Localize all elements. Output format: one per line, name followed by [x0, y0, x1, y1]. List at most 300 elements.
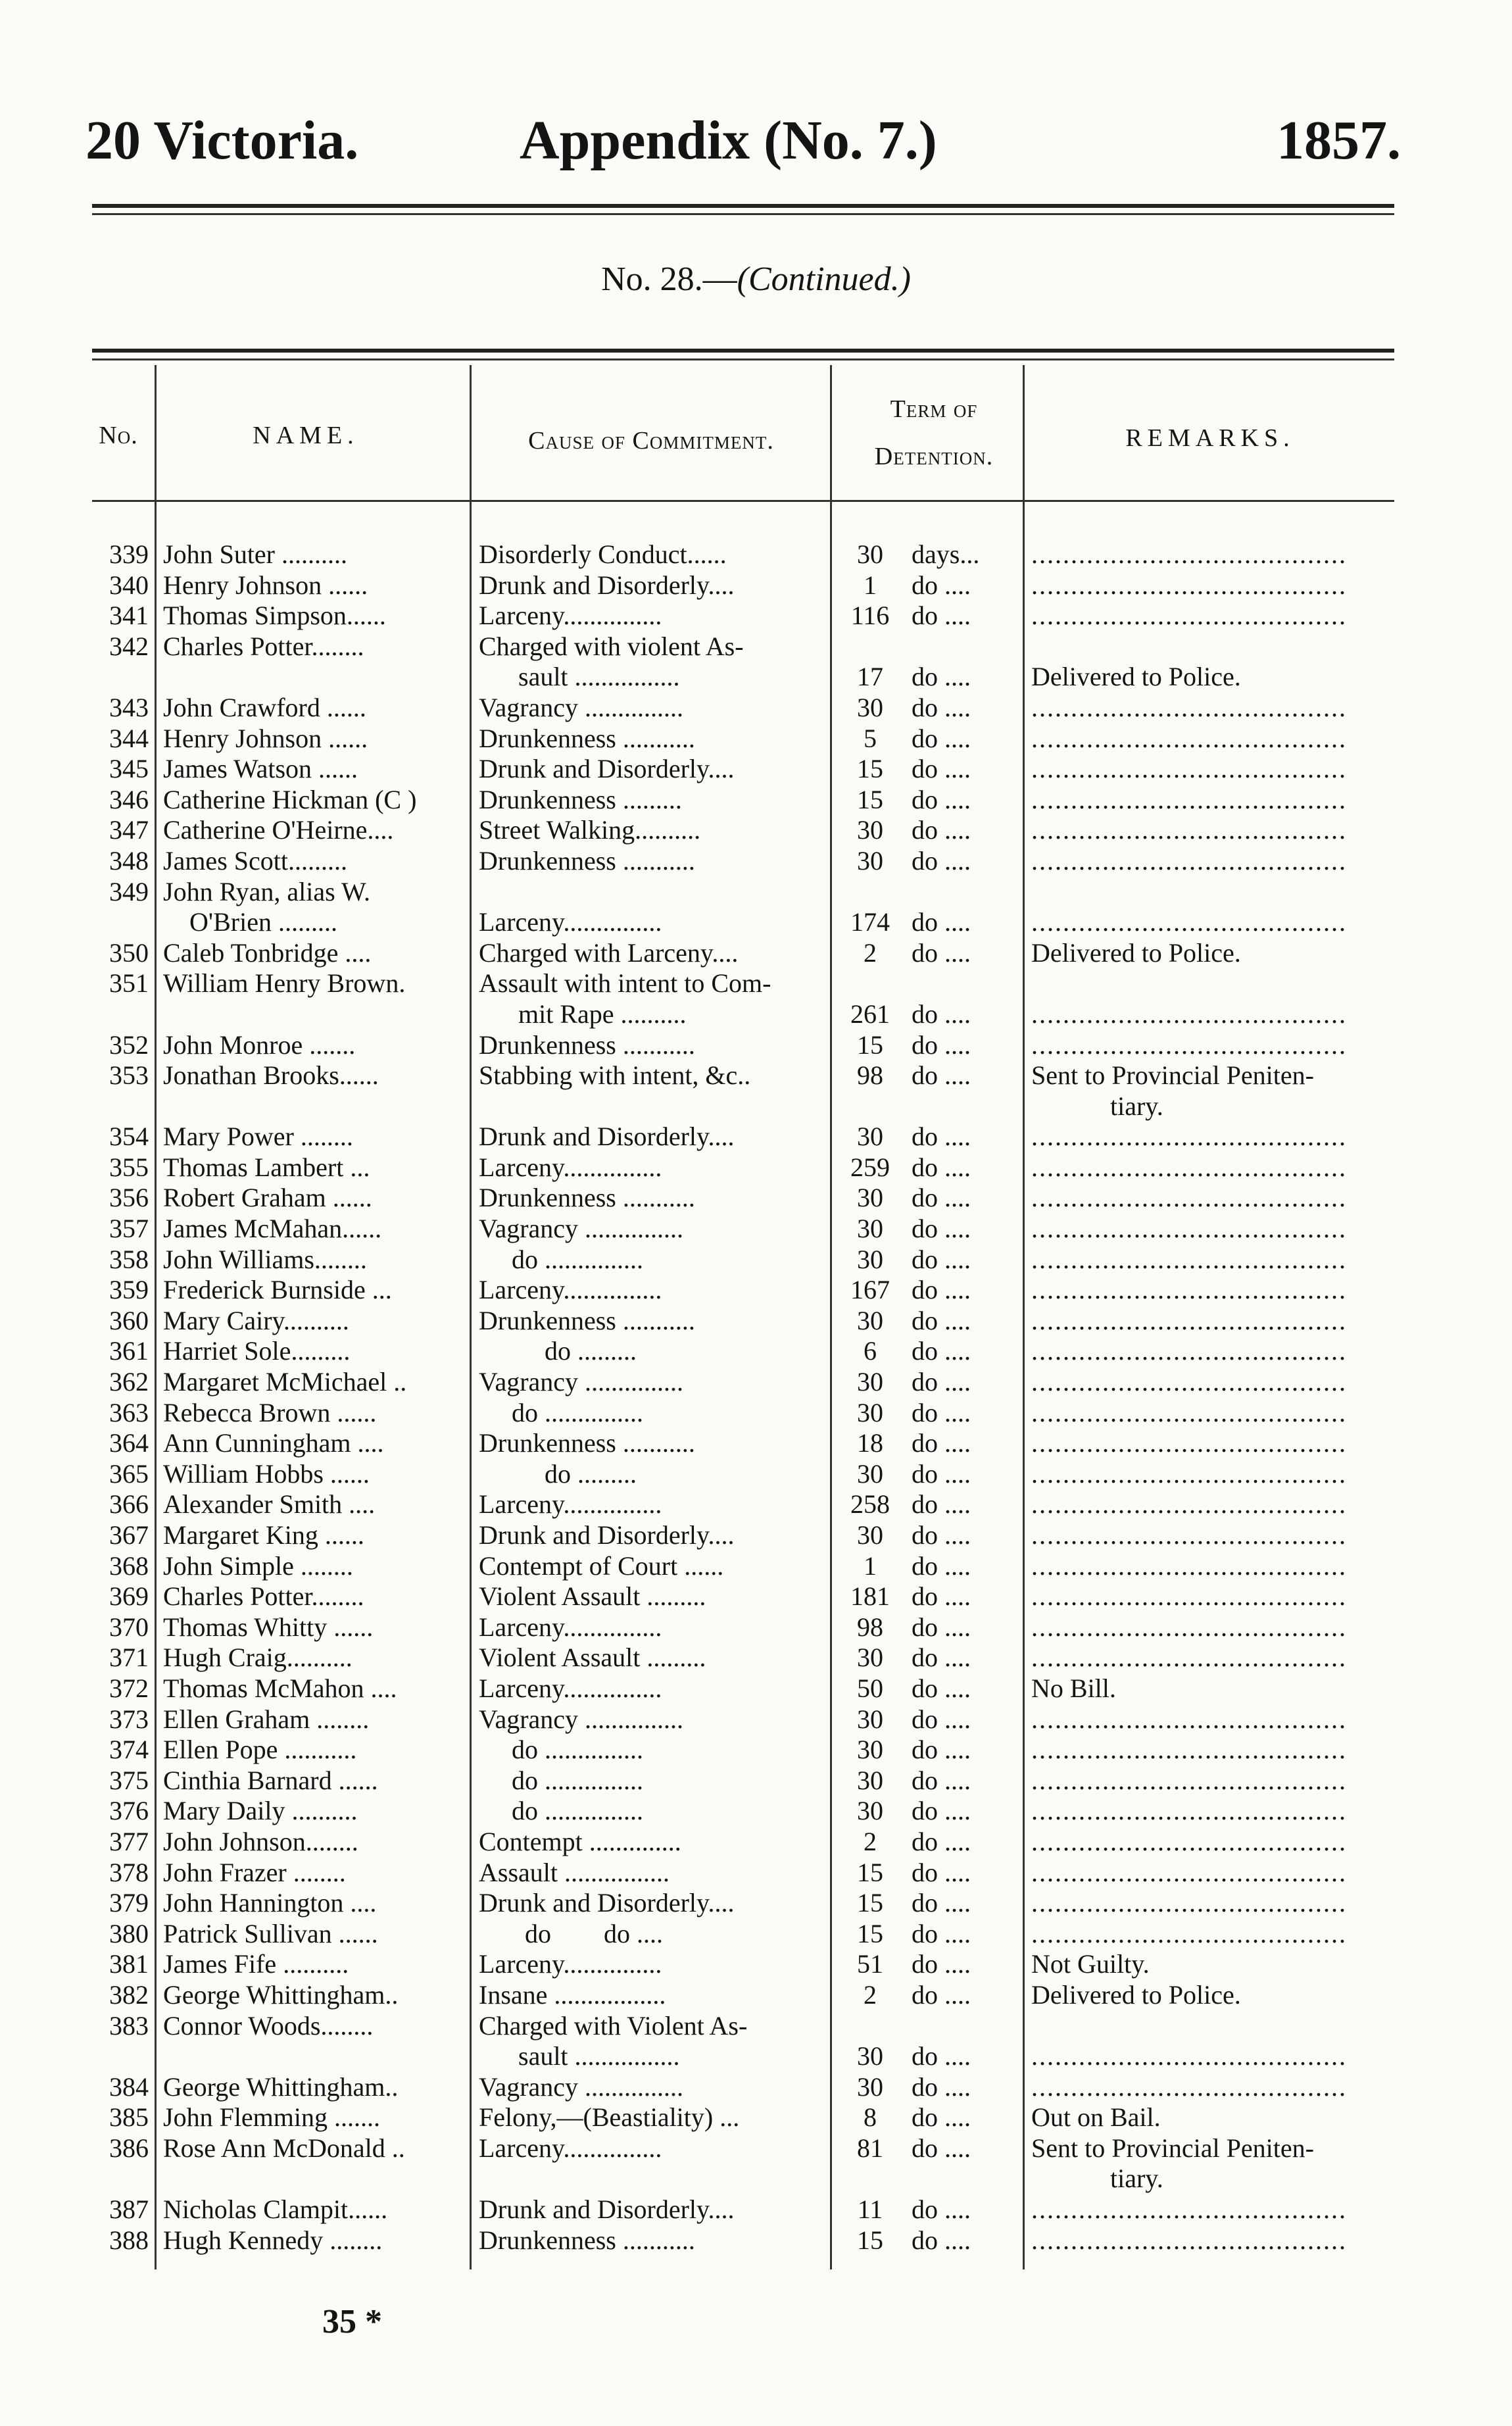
row-term-number: 50: [857, 1673, 883, 1703]
table-row: [85, 1612, 1394, 1643]
row-remarks: ........................................: [1031, 692, 1347, 722]
page-footer-mark: 35 *: [322, 2303, 382, 2340]
col-header-cause: Cause of Commitment.: [528, 427, 774, 455]
row-cause: Drunk and Disorderly....: [479, 754, 735, 784]
row-cause: do ...............: [479, 1397, 643, 1427]
row-term-number: 30: [857, 1643, 883, 1673]
row-term-unit: do ....: [912, 1275, 971, 1305]
col-header-term-1: Term of: [890, 395, 978, 423]
row-name: Nicholas Clampit......: [163, 2194, 388, 2225]
row-cause: Charged with Larceny....: [479, 937, 739, 968]
row-remarks: ........................................: [1031, 1520, 1347, 1550]
row-cause: do do ....: [479, 1918, 663, 1948]
row-remarks: ........................................: [1031, 1735, 1347, 1765]
row-number: 369: [109, 1581, 149, 1612]
row-remarks: ........................................: [1031, 1857, 1347, 1887]
row-term-number: 30: [857, 1704, 883, 1734]
row-term-unit: do ....: [912, 1183, 971, 1213]
row-term-number: 181: [850, 1581, 890, 1612]
row-cause: Drunkenness ...........: [479, 2225, 695, 2255]
row-name: Margaret McMichael ..: [163, 1367, 407, 1397]
row-term-number: 30: [857, 2071, 883, 2102]
row-cause: do ...............: [479, 1796, 643, 1826]
row-name: Cinthia Barnard ......: [163, 1765, 378, 1795]
row-term-unit: do ....: [912, 1826, 971, 1856]
row-remarks: ........................................: [1031, 907, 1347, 937]
table-row: [85, 1489, 1394, 1520]
row-name: Thomas Lambert ...: [163, 1152, 370, 1182]
table-row: [85, 1122, 1394, 1152]
row-term-number: 30: [857, 815, 883, 845]
row-remarks: ........................................: [1031, 815, 1347, 845]
row-name: Ann Cunningham ....: [163, 1428, 384, 1458]
row-remarks: Sent to Provincial Peniten-: [1031, 1060, 1314, 1091]
header-rule-bottom: [92, 213, 1394, 215]
row-term-unit: do ....: [912, 784, 971, 814]
row-term-number: 30: [857, 1735, 883, 1765]
row-cause: Larceny...............: [479, 1275, 662, 1305]
row-name: James McMahan......: [163, 1214, 382, 1244]
row-number: 347: [109, 815, 149, 845]
row-term-number: 30: [857, 1458, 883, 1489]
row-term-unit: do ....: [912, 662, 971, 692]
table-row: [85, 2225, 1394, 2256]
row-remarks: ........................................: [1031, 1029, 1347, 1060]
row-name: Thomas Simpson......: [163, 601, 386, 631]
row-cause: Drunkenness ...........: [479, 1305, 695, 1335]
subtitle-continued: (Continued.): [737, 260, 911, 298]
row-number: 363: [109, 1397, 149, 1427]
row-term-unit: do ....: [912, 1643, 971, 1673]
row-name: Thomas McMahon ....: [163, 1673, 397, 1703]
row-name: John Suter ..........: [163, 539, 347, 569]
row-term-unit: do ....: [912, 2071, 971, 2102]
row-remarks: Out on Bail.: [1031, 2102, 1161, 2133]
row-term-unit: do ....: [912, 845, 971, 876]
row-cause: Drunk and Disorderly....: [479, 1520, 735, 1550]
table-row: [85, 846, 1394, 877]
row-term: [841, 877, 1104, 908]
row-term-number: 167: [850, 1275, 890, 1305]
row-cause: Larceny...............: [479, 907, 662, 937]
row-name: Alexander Smith ....: [163, 1489, 376, 1520]
row-name: John Simple ........: [163, 1550, 353, 1581]
row-remarks: Delivered to Police.: [1031, 1979, 1241, 2010]
row-term-unit: do ....: [912, 1704, 971, 1734]
row-remarks: Delivered to Police.: [1031, 662, 1241, 692]
row-term-number: 15: [857, 784, 883, 814]
row-cause: Charged with Violent As-: [479, 2010, 748, 2041]
row-term-unit: do ....: [912, 2194, 971, 2225]
row-term-unit: do ....: [912, 1918, 971, 1948]
row-cause: Insane .................: [479, 1979, 666, 2010]
table-row: [85, 1858, 1394, 1889]
row-number: 343: [109, 692, 149, 722]
row-term-number: 30: [857, 1367, 883, 1397]
row-number: 388: [109, 2225, 149, 2255]
row-term-unit: do ....: [912, 601, 971, 631]
table-row: [85, 785, 1394, 816]
row-name: Hugh Craig..........: [163, 1643, 353, 1673]
row-name: Frederick Burnside ...: [163, 1275, 392, 1305]
header-appendix: Appendix (No. 7.): [520, 110, 937, 171]
table-row: [85, 815, 1394, 846]
row-remarks: ........................................: [1031, 1183, 1347, 1213]
row-remarks: tiary.: [1031, 1091, 1163, 1121]
row-cause: do ...............: [479, 1244, 643, 1274]
row-name: John Crawford ......: [163, 692, 366, 722]
row-term-number: 1: [864, 570, 877, 600]
row-name: O'Brien .........: [163, 907, 337, 937]
row-cause: Drunkenness ...........: [479, 1029, 695, 1060]
row-remarks: ........................................: [1031, 784, 1347, 814]
table-row: [85, 968, 1394, 999]
row-number: 374: [109, 1735, 149, 1765]
row-term-unit: do ....: [912, 1305, 971, 1335]
row-cause: Drunk and Disorderly....: [479, 1888, 735, 1918]
row-number: 366: [109, 1489, 149, 1520]
row-term-number: 15: [857, 1029, 883, 1060]
row-number: 384: [109, 2071, 149, 2102]
row-number: 381: [109, 1949, 149, 1979]
row-number: 346: [109, 784, 149, 814]
row-number: 342: [109, 631, 149, 661]
table-row: [85, 1275, 1394, 1306]
row-number: 364: [109, 1428, 149, 1458]
row-cause: do .........: [479, 1336, 637, 1366]
row-remarks: ........................................: [1031, 1305, 1347, 1335]
row-number: 368: [109, 1550, 149, 1581]
row-term-unit: do ....: [912, 1735, 971, 1765]
row-term-unit: do ....: [912, 2225, 971, 2255]
row-cause: Drunk and Disorderly....: [479, 1122, 735, 1152]
row-term-number: 259: [850, 1152, 890, 1182]
row-term-unit: do ....: [912, 2041, 971, 2071]
row-remarks: ........................................: [1031, 1397, 1347, 1427]
row-remarks: ........................................: [1031, 1428, 1347, 1458]
row-term-unit: do ....: [912, 1367, 971, 1397]
row-remarks: ........................................: [1031, 2225, 1347, 2255]
row-term-unit: do ....: [912, 815, 971, 845]
row-cause: Stabbing with intent, &c..: [479, 1060, 751, 1091]
row-remarks: ........................................: [1031, 2194, 1347, 2225]
row-name: George Whittingham..: [163, 2071, 399, 2102]
table-row: [85, 1428, 1394, 1459]
row-cause: sault ................: [479, 2041, 680, 2071]
row-term-unit: do ....: [912, 1949, 971, 1979]
row-number: 370: [109, 1612, 149, 1642]
row-cause: Vagrancy ...............: [479, 2071, 684, 2102]
row-number: 351: [109, 968, 149, 999]
row-number: 376: [109, 1796, 149, 1826]
row-name: Mary Power ........: [163, 1122, 353, 1152]
table-row: [85, 1214, 1394, 1245]
table-row: [85, 1949, 1394, 1980]
row-term-unit: do ....: [912, 1796, 971, 1826]
table-rule-top-thin: [92, 359, 1394, 360]
row-term-number: 30: [857, 1122, 883, 1152]
row-term-number: 30: [857, 1796, 883, 1826]
row-number: 341: [109, 601, 149, 631]
row-term-number: 30: [857, 845, 883, 876]
row-term-unit: days...: [912, 539, 980, 569]
row-remarks: No Bill.: [1031, 1673, 1116, 1703]
table-row: [85, 1336, 1394, 1367]
table-row: [85, 1827, 1394, 1858]
row-cause: Assault with intent to Com-: [479, 968, 771, 999]
row-number: 367: [109, 1520, 149, 1550]
row-term-unit: do ....: [912, 1888, 971, 1918]
table-row: [85, 1152, 1394, 1183]
table-row: [85, 693, 1394, 724]
row-remarks: ........................................: [1031, 1152, 1347, 1182]
row-remarks: ........................................: [1031, 570, 1347, 600]
col-header-no: No.: [99, 422, 138, 449]
row-name: Charles Potter........: [163, 1581, 364, 1612]
row-name: Ellen Graham ........: [163, 1704, 370, 1734]
row-name: James Scott.........: [163, 845, 347, 876]
row-remarks: Delivered to Police.: [1031, 937, 1241, 968]
row-number: 354: [109, 1122, 149, 1152]
row-cause: Disorderly Conduct......: [479, 539, 727, 569]
row-number: 357: [109, 1214, 149, 1244]
table-row: [85, 1888, 1394, 1919]
row-name: Caleb Tonbridge ....: [163, 937, 372, 968]
header-session: 20 Victoria.: [85, 110, 359, 171]
row-term-unit: do ....: [912, 1336, 971, 1366]
row-remarks: ........................................: [1031, 754, 1347, 784]
table-row: [85, 2194, 1394, 2225]
row-number: 377: [109, 1826, 149, 1856]
row-term: [841, 631, 1104, 662]
col-header-remarks: REMARKS.: [1125, 424, 1295, 452]
table-row: [85, 1735, 1394, 1766]
row-remarks: ........................................: [1031, 1643, 1347, 1673]
row-term-number: 15: [857, 754, 883, 784]
row-remarks: ........................................: [1031, 1336, 1347, 1366]
row-term-number: 30: [857, 1397, 883, 1427]
row-cause: Larceny...............: [479, 1673, 662, 1703]
row-term-unit: do ....: [912, 1214, 971, 1244]
row-number: 348: [109, 845, 149, 876]
row-remarks: ........................................: [1031, 1765, 1347, 1795]
row-number: 373: [109, 1704, 149, 1734]
row-number: 352: [109, 1029, 149, 1060]
row-name: Robert Graham ......: [163, 1183, 372, 1213]
col-header-name: NAME.: [253, 422, 359, 449]
row-term-number: 30: [857, 2041, 883, 2071]
table-row: [85, 1980, 1394, 2011]
row-name: Charles Potter........: [163, 631, 364, 661]
row-number: 359: [109, 1275, 149, 1305]
row-number: 371: [109, 1643, 149, 1673]
row-number: 344: [109, 723, 149, 753]
row-number: 360: [109, 1305, 149, 1335]
row-term: [841, 2011, 1104, 2042]
row-number: 372: [109, 1673, 149, 1703]
row-term-unit: do ....: [912, 2102, 971, 2133]
row-cause: Vagrancy ...............: [479, 1704, 684, 1734]
row-term-unit: do ....: [912, 937, 971, 968]
table-row: [85, 601, 1394, 631]
row-name: John Williams........: [163, 1244, 367, 1274]
row-name: John Ryan, alias W.: [163, 876, 371, 906]
row-term-number: 30: [857, 1305, 883, 1335]
header-rule-top: [92, 204, 1394, 208]
row-remarks: ........................................: [1031, 2071, 1347, 2102]
row-term-number: 18: [857, 1428, 883, 1458]
row-number: 339: [109, 539, 149, 569]
row-remarks: Not Guilty.: [1031, 1949, 1150, 1979]
row-number: 350: [109, 937, 149, 968]
row-term-number: 30: [857, 1214, 883, 1244]
row-cause: do ...............: [479, 1735, 643, 1765]
header-year: 1857.: [1277, 110, 1401, 171]
row-remarks: ........................................: [1031, 1367, 1347, 1397]
row-term-number: 15: [857, 1857, 883, 1887]
row-remarks: ........................................: [1031, 539, 1347, 569]
table-row: [85, 938, 1394, 969]
table-row: [85, 1643, 1394, 1673]
row-term-unit: do ....: [912, 570, 971, 600]
table-row: [85, 2164, 1394, 2194]
row-term-unit: do ....: [912, 1397, 971, 1427]
row-remarks: ........................................: [1031, 1704, 1347, 1734]
row-cause: Street Walking..........: [479, 815, 701, 845]
row-term-number: 258: [850, 1489, 890, 1520]
row-name: James Fife ..........: [163, 1949, 349, 1979]
table-subtitle: [0, 260, 1512, 299]
row-name: Hugh Kennedy ........: [163, 2225, 383, 2255]
row-number: 380: [109, 1918, 149, 1948]
table-row: [85, 631, 1394, 662]
row-name: George Whittingham..: [163, 1979, 399, 2010]
table-row: [85, 1704, 1394, 1735]
table-row: [85, 1091, 1394, 1122]
row-number: 385: [109, 2102, 149, 2133]
table-row: [85, 1367, 1394, 1398]
row-name: Margaret King ......: [163, 1520, 364, 1550]
table-row: [85, 1245, 1394, 1275]
row-name: James Watson ......: [163, 754, 358, 784]
row-term-number: 116: [850, 601, 890, 631]
row-remarks: ........................................: [1031, 1122, 1347, 1152]
table-row: [85, 2041, 1394, 2072]
row-number: 355: [109, 1152, 149, 1182]
row-cause: Larceny...............: [479, 1612, 662, 1642]
row-term-number: 261: [850, 999, 890, 1029]
table-row: [85, 754, 1394, 785]
row-term-number: 15: [857, 1888, 883, 1918]
row-remarks: ........................................: [1031, 1275, 1347, 1305]
row-number: 358: [109, 1244, 149, 1274]
row-number: 361: [109, 1336, 149, 1366]
row-number: 349: [109, 876, 149, 906]
row-cause: Violent Assault .........: [479, 1643, 706, 1673]
row-name: Ellen Pope ...........: [163, 1735, 357, 1765]
row-term-number: 30: [857, 1765, 883, 1795]
row-remarks: ........................................: [1031, 1888, 1347, 1918]
row-cause: Larceny...............: [479, 2133, 662, 2163]
table-row: [85, 1551, 1394, 1582]
row-name: William Hobbs ......: [163, 1458, 370, 1489]
row-remarks: ........................................: [1031, 1612, 1347, 1642]
table-row: [85, 539, 1394, 570]
row-cause: Contempt ..............: [479, 1826, 681, 1856]
row-term-unit: do ....: [912, 1152, 971, 1182]
row-remarks: ........................................: [1031, 1918, 1347, 1948]
row-name: Rose Ann McDonald ..: [163, 2133, 405, 2163]
row-cause: Charged with violent As-: [479, 631, 744, 661]
row-remarks: ........................................: [1031, 1489, 1347, 1520]
row-term-unit: do ....: [912, 1581, 971, 1612]
table-row: [85, 662, 1394, 693]
page-header: [85, 92, 1401, 178]
row-term-unit: do ....: [912, 1857, 971, 1887]
row-term-unit: do ....: [912, 907, 971, 937]
row-name: John Johnson........: [163, 1826, 358, 1856]
table-row: [85, 877, 1394, 908]
row-cause: Larceny...............: [479, 1949, 662, 1979]
row-term-number: 30: [857, 539, 883, 569]
table-row: [85, 1060, 1394, 1091]
row-name: John Frazer ........: [163, 1857, 346, 1887]
row-term-unit: do ....: [912, 1489, 971, 1520]
row-term-number: 98: [857, 1612, 883, 1642]
row-remarks: ........................................: [1031, 999, 1347, 1029]
table-row: [85, 1919, 1394, 1950]
row-term-number: 17: [857, 662, 883, 692]
row-number: 378: [109, 1857, 149, 1887]
table-row: [85, 907, 1394, 938]
row-remarks: ........................................: [1031, 1550, 1347, 1581]
row-cause: sault ................: [479, 662, 680, 692]
row-cause: do .........: [479, 1458, 637, 1489]
row-number: 383: [109, 2010, 149, 2041]
row-term-number: 6: [864, 1336, 877, 1366]
table-row: [85, 1673, 1394, 1704]
table-rule-top: [92, 349, 1394, 353]
row-term-number: 15: [857, 2225, 883, 2255]
row-number: 382: [109, 1979, 149, 2010]
row-number: 362: [109, 1367, 149, 1397]
row-term-unit: do ....: [912, 1550, 971, 1581]
row-name: Mary Daily ..........: [163, 1796, 358, 1826]
table-row: [85, 1796, 1394, 1827]
row-name: Henry Johnson ......: [163, 723, 368, 753]
row-name: John Monroe .......: [163, 1029, 356, 1060]
row-remarks: tiary.: [1031, 2164, 1163, 2194]
row-term-unit: do ....: [912, 999, 971, 1029]
table-row: [85, 1183, 1394, 1214]
row-term-number: 81: [857, 2133, 883, 2163]
row-name: Jonathan Brooks......: [163, 1060, 379, 1091]
row-term-unit: do ....: [912, 1979, 971, 2010]
row-name: Rebecca Brown ......: [163, 1397, 377, 1427]
row-cause: Assault ................: [479, 1857, 670, 1887]
row-cause: Vagrancy ...............: [479, 692, 684, 722]
row-term-number: 51: [857, 1949, 883, 1979]
row-cause: Drunkenness ...........: [479, 1428, 695, 1458]
row-term-number: 2: [864, 937, 877, 968]
row-term-number: 8: [864, 2102, 877, 2133]
col-header-term-2: Detention.: [874, 443, 994, 470]
row-number: 340: [109, 570, 149, 600]
row-term-number: 30: [857, 692, 883, 722]
row-term-number: 30: [857, 1183, 883, 1213]
row-term-unit: do ....: [912, 1520, 971, 1550]
row-remarks: ........................................: [1031, 2041, 1347, 2071]
